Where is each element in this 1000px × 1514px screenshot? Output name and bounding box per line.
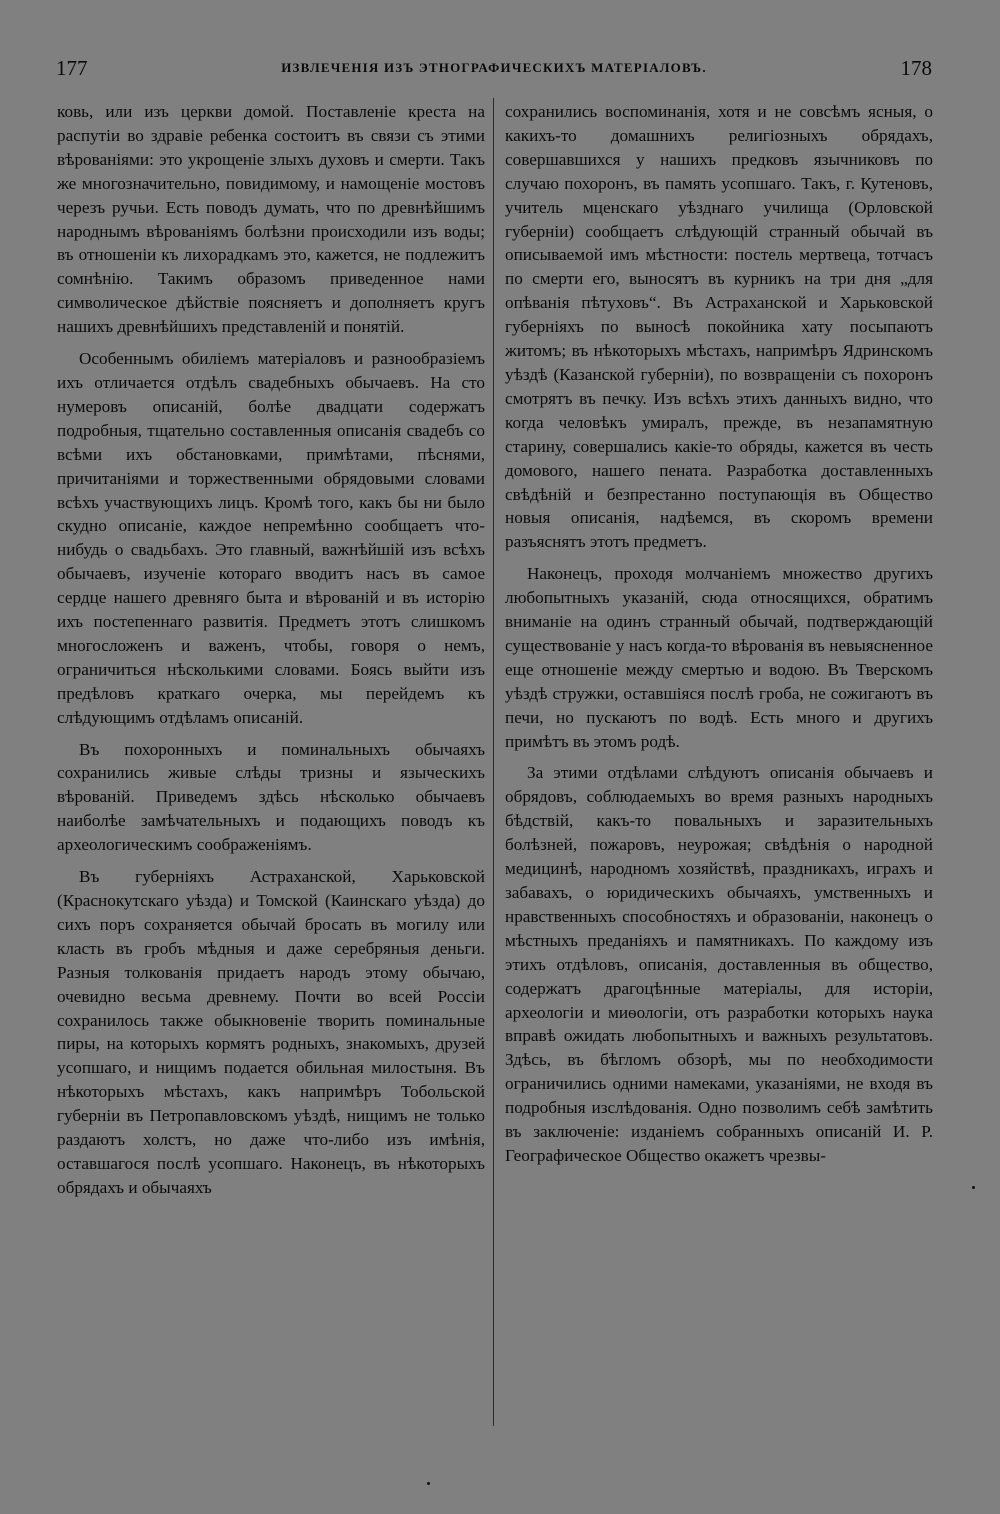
- left-paragraph-3: Въ похоронныхъ и поминальныхъ обычаяхъ сохранились живые слѣды тризны и языческихъ вѣрованій. Приведемъ здѣсь нѣсколько обычаевъ наиболѣе замѣчательныхъ и подающихъ поводъ къ археологическимъ соображеніямъ.: [57, 739, 485, 855]
- left-paragraph-2: Особеннымъ обиліемъ матеріаловъ и разнообразіемъ ихъ отличается отдѣлъ свадебныхъ обычаевъ. На сто нумеровъ описаній, болѣе двадцати содержатъ подробныя, тщательно составленныя описанія свадебъ со всѣми ихъ обстановками, примѣтами, пѣснями, причитаніями и торжественными обрядовыми словами всѣхъ участвующихъ лицъ. Кромѣ того, какъ бы ни было скудно описаніе, каждое непремѣнно сообщаетъ что-нибудь о свадьбахъ. Это главный, важнѣйшій изъ всѣхъ обычаевъ, изученіе котораго вводитъ насъ въ самое сердце нашего древняго быта и вѣрованій и въ исторію ихъ постепеннаго развитія. Предметъ этотъ слишкомъ многосложенъ и важенъ, чтобы, говоря о немъ, ограничиться нѣсколькими словами. Боясь выйти изъ предѣловъ краткаго очерка, мы перейдемъ къ слѣдующимъ отдѣламъ описаній.: [57, 349, 485, 727]
- scan-speck: [427, 1482, 430, 1485]
- right-column: [505, 100, 933, 1176]
- left-paragraph-1: ковь, или изъ церкви домой. Поставленіе креста на распутіи во здравіе ребенка состоитъ въ связи съ этими вѣрованіями: это укрощеніе злыхъ духовъ и смерти. Такъ же многозначительно, повидимому, и намощеніе мостовъ черезъ ручьи. Есть поводъ думать, что по древнѣйшимъ народнымъ вѣрованіямъ болѣзни происходили изъ воды; въ отношеніи къ лихорадкамъ это, кажется, не подлежитъ сомнѣнію. Такимъ образомъ приведенное нами символическое дѣйствіе поясняетъ и дополняетъ кругъ нашихъ древнѣйшихъ представленій и понятій.: [57, 102, 485, 337]
- scan-speck: [972, 1186, 975, 1189]
- left-column: [57, 100, 485, 1208]
- page-number-left: 177: [56, 56, 88, 80]
- right-paragraph-2: Наконецъ, проходя молчаніемъ множество другихъ любопытныхъ указаній, сюда относящихся, обратимъ вниманіе на одинъ странный обычай, подтверждающій существованіе у насъ когда-то вѣрованія въ невыясненное еще отношеніе между смертью и водою. Въ Тверскомъ уѣздѣ стружки, оставшіяся послѣ гроба, не сожигаютъ въ печи, но пускаютъ по водѣ. Есть много и другихъ примѣтъ въ этомъ родѣ.: [505, 564, 933, 751]
- running-title: ИЗВЛЕЧЕНІЯ ИЗЪ ЭТНОГРАФИЧЕСКИХЪ МАТЕРІАЛОВЪ.: [281, 60, 707, 75]
- column-divider: [493, 98, 494, 1426]
- right-paragraph-1: сохранились воспоминанія, хотя и не совсѣмъ ясныя, о какихъ-то домашнихъ религіозныхъ обрядахъ, совершавшихся у нашихъ предковъ язычниковъ по случаю похоронъ, въ память усопшаго. Такъ, г. Кутеновъ, учитель мценскаго уѣзднаго училища (Орловской губерніи) сообщаетъ слѣдующій странный обычай въ описываемой имъ мѣстности: постель мертвеца, тотчасъ по смерти его, выносятъ въ курникъ на три дня „для опѣванія пѣтуховъ“. Въ Астраханской и Харьковской губерніяхъ по выносѣ покойника хату посыпаютъ житомъ; въ нѣкоторыхъ мѣстахъ, напримѣръ Ядринскомъ уѣздѣ (Казанской губерніи), по возвращеніи съ похоронъ смотрятъ въ печку. Изъ всѣхъ этихъ данныхъ видно, что когда человѣкъ умиралъ, прежде, въ незапамятную старину, совершались какіе-то обряды, кажется въ честь домового, нашего пената. Разработка доставленныхъ свѣдѣній и безпрестанно поступающія въ Общество новыя описанія, надѣемся, въ скоромъ времени разъяснятъ этотъ предметъ.: [505, 102, 933, 552]
- page-header: [56, 56, 932, 84]
- right-paragraph-3: За этими отдѣлами слѣдуютъ описанія обычаевъ и обрядовъ, соблюдаемыхъ во время разныхъ народныхъ бѣдствій, какъ-то повальныхъ и заразительныхъ болѣзней, пожаровъ, неурожая; свѣдѣнія о народной медицинѣ, народномъ хозяйствѣ, праздникахъ, играхъ и забавахъ, о юридическихъ обычаяхъ, умственныхъ и нравственныхъ способностяхъ и образованіи, наконецъ о мѣстныхъ преданіяхъ и памятникахъ. По каждому изъ этихъ отдѣловъ, описанія, доставленныя въ общество, содержатъ драгоцѣнные матеріалы, для исторіи, археологіи и миѳологіи, отъ разработки которыхъ наука вправѣ ожидать любопытныхъ и важныхъ результатовъ. Здѣсь, въ бѣгломъ обзорѣ, мы по необходимости ограничились одними намеками, указаніями, не входя въ подробныя изслѣдованія. Одно позволимъ себѣ замѣтить въ заключеніе: изданіемъ собранныхъ описаній И. Р. Географическое Общество окажетъ чрезвы-: [505, 763, 933, 1165]
- left-paragraph-4: Въ губерніяхъ Астраханской, Харьковской (Краснокутскаго уѣзда) и Томской (Каинскаго уѣзда) до сихъ поръ сохраняется обычай бросать въ могилу или класть въ гробъ мѣдныя и даже серебряныя деньги. Разныя толкованія придаетъ народъ этому обычаю, очевидно весьма древнему. Почти во всей Россіи сохранилось также обыкновеніе творить поминальные пиры, на которыхъ кормятъ родныхъ, знакомыхъ, друзей усопшаго, и нищимъ подается обильная милостыня. Въ нѣкоторыхъ мѣстахъ, какъ напримѣръ Тобольской губерніи въ Петропавловскомъ уѣздѣ, нищимъ не только раздаютъ холстъ, но даже что-либо изъ имѣнія, оставшагося послѣ усопшаго. Наконецъ, въ нѣкоторыхъ обрядахъ и обычаяхъ: [57, 867, 485, 1197]
- page-number-right: 178: [900, 56, 932, 80]
